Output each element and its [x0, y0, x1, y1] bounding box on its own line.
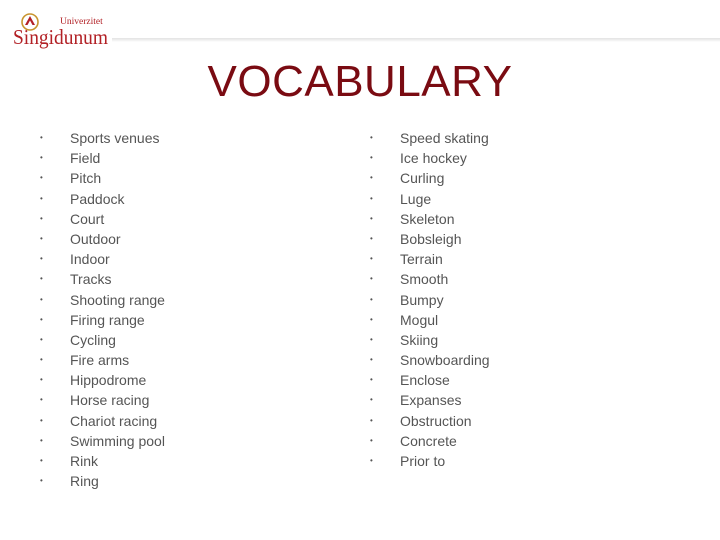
vocabulary-item — [370, 290, 490, 310]
vocabulary-item — [370, 350, 490, 370]
vocabulary-item — [370, 330, 490, 350]
bullet-icon: • — [370, 375, 373, 385]
bullet-icon: • — [370, 435, 373, 445]
vocabulary-term: Expanses — [400, 392, 462, 409]
slide-title: VOCABULARY — [207, 57, 513, 106]
vocabulary-term: Horse racing — [70, 392, 150, 409]
vocabulary-term: Fire arms — [70, 352, 130, 369]
university-logo — [12, 10, 112, 50]
bullet-icon: • — [40, 375, 43, 385]
bullet-icon: • — [370, 193, 373, 203]
vocabulary-term: Pitch — [70, 170, 102, 187]
vocabulary-term: Ring — [70, 473, 99, 490]
bullet-icon: • — [370, 274, 373, 284]
vocabulary-item — [370, 128, 490, 148]
bullet-icon: • — [370, 294, 373, 304]
vocabulary-item — [40, 229, 165, 249]
vocabulary-item — [370, 451, 490, 471]
vocabulary-term: Paddock — [70, 190, 125, 207]
bullet-icon: • — [40, 435, 43, 445]
logo-university-text: Univerzitet — [60, 17, 103, 27]
bullet-icon: • — [40, 415, 43, 425]
bullet-icon: • — [40, 314, 43, 324]
bullet-icon: • — [370, 173, 373, 183]
vocabulary-item — [370, 229, 490, 249]
bullet-icon: • — [40, 294, 43, 304]
vocabulary-item — [40, 249, 165, 269]
vocabulary-item — [40, 209, 165, 229]
vocabulary-term: Mogul — [400, 311, 439, 328]
bullet-icon: • — [40, 213, 43, 223]
vocabulary-term: Curling — [400, 170, 445, 187]
vocabulary-item — [40, 330, 165, 350]
vocabulary-item — [40, 370, 165, 390]
vocabulary-item — [40, 350, 165, 370]
bullet-icon: • — [40, 355, 43, 365]
vocabulary-term: Skeleton — [400, 210, 455, 227]
bullet-icon: • — [370, 213, 373, 223]
vocabulary-term: Obstruction — [400, 412, 472, 429]
left-vocabulary-list — [40, 128, 165, 491]
bullet-icon: • — [40, 254, 43, 264]
bullet-icon: • — [40, 334, 43, 344]
vocabulary-item — [370, 431, 490, 451]
vocabulary-term: Rink — [70, 453, 99, 469]
vocabulary-term: Skiing — [400, 331, 439, 348]
vocabulary-item — [40, 128, 165, 148]
bullet-icon: • — [370, 355, 373, 365]
vocabulary-item — [40, 390, 165, 410]
bullet-icon: • — [40, 153, 43, 163]
vocabulary-item — [40, 189, 165, 209]
vocabulary-term: Bumpy — [400, 291, 444, 308]
bullet-icon: • — [40, 193, 43, 203]
vocabulary-item — [370, 310, 490, 330]
vocabulary-term: Swimming pool — [70, 432, 165, 449]
bullet-icon: • — [370, 153, 373, 163]
vocabulary-item — [40, 290, 165, 310]
vocabulary-item — [370, 209, 490, 229]
vocabulary-term: Chariot racing — [70, 412, 158, 429]
vocabulary-item — [370, 411, 490, 431]
header-divider — [112, 38, 720, 42]
vocabulary-item — [40, 310, 165, 330]
vocabulary-term: Ice hockey — [400, 150, 467, 167]
vocabulary-item — [370, 148, 490, 168]
bullet-icon: • — [370, 233, 373, 243]
vocabulary-term: Terrain — [400, 251, 443, 268]
vocabulary-term: Cycling — [70, 331, 116, 348]
vocabulary-item — [40, 269, 165, 289]
vocabulary-item — [40, 471, 165, 491]
vocabulary-item — [40, 431, 165, 451]
bullet-icon: • — [40, 233, 43, 243]
vocabulary-item — [40, 148, 165, 168]
vocabulary-item — [370, 168, 490, 188]
vocabulary-item — [370, 189, 490, 209]
vocabulary-item — [370, 249, 490, 269]
vocabulary-term: Snowboarding — [400, 352, 490, 369]
vocabulary-term: Tracks — [70, 271, 112, 288]
bullet-icon: • — [40, 456, 43, 465]
logo-name-text: Singidunum — [13, 25, 108, 49]
vocabulary-term: Outdoor — [70, 230, 121, 247]
bullet-icon: • — [40, 395, 43, 405]
vocabulary-term: Concrete — [400, 432, 457, 449]
vocabulary-term: Court — [70, 210, 105, 227]
bullet-icon: • — [370, 456, 373, 465]
bullet-icon: • — [40, 274, 43, 284]
vocabulary-term: Enclose — [400, 372, 450, 389]
vocabulary-item — [370, 390, 490, 410]
right-vocabulary-list — [370, 128, 490, 471]
vocabulary-term: Bobsleigh — [400, 230, 462, 247]
vocabulary-term: Firing range — [70, 311, 145, 328]
vocabulary-item — [40, 168, 165, 188]
bullet-icon: • — [370, 395, 373, 405]
vocabulary-term: Shooting range — [70, 291, 165, 308]
vocabulary-term: Prior to — [400, 453, 446, 469]
vocabulary-term: Speed skating — [400, 130, 489, 146]
bullet-icon: • — [370, 415, 373, 425]
bullet-icon: • — [40, 173, 43, 183]
vocabulary-term: Hippodrome — [70, 372, 147, 389]
bullet-icon: • — [370, 254, 373, 264]
vocabulary-term: Sports venues — [70, 130, 160, 146]
vocabulary-term: Field — [70, 150, 101, 167]
vocabulary-term: Smooth — [400, 271, 449, 288]
bullet-icon: • — [40, 476, 43, 486]
vocabulary-item — [40, 411, 165, 431]
bullet-icon: • — [370, 133, 373, 142]
vocabulary-term: Luge — [400, 190, 432, 207]
vocabulary-item — [370, 370, 490, 390]
vocabulary-term: Indoor — [70, 251, 110, 268]
bullet-icon: • — [370, 314, 373, 324]
vocabulary-item — [40, 451, 165, 471]
bullet-icon: • — [370, 334, 373, 344]
bullet-icon: • — [40, 133, 43, 142]
vocabulary-item — [370, 269, 490, 289]
